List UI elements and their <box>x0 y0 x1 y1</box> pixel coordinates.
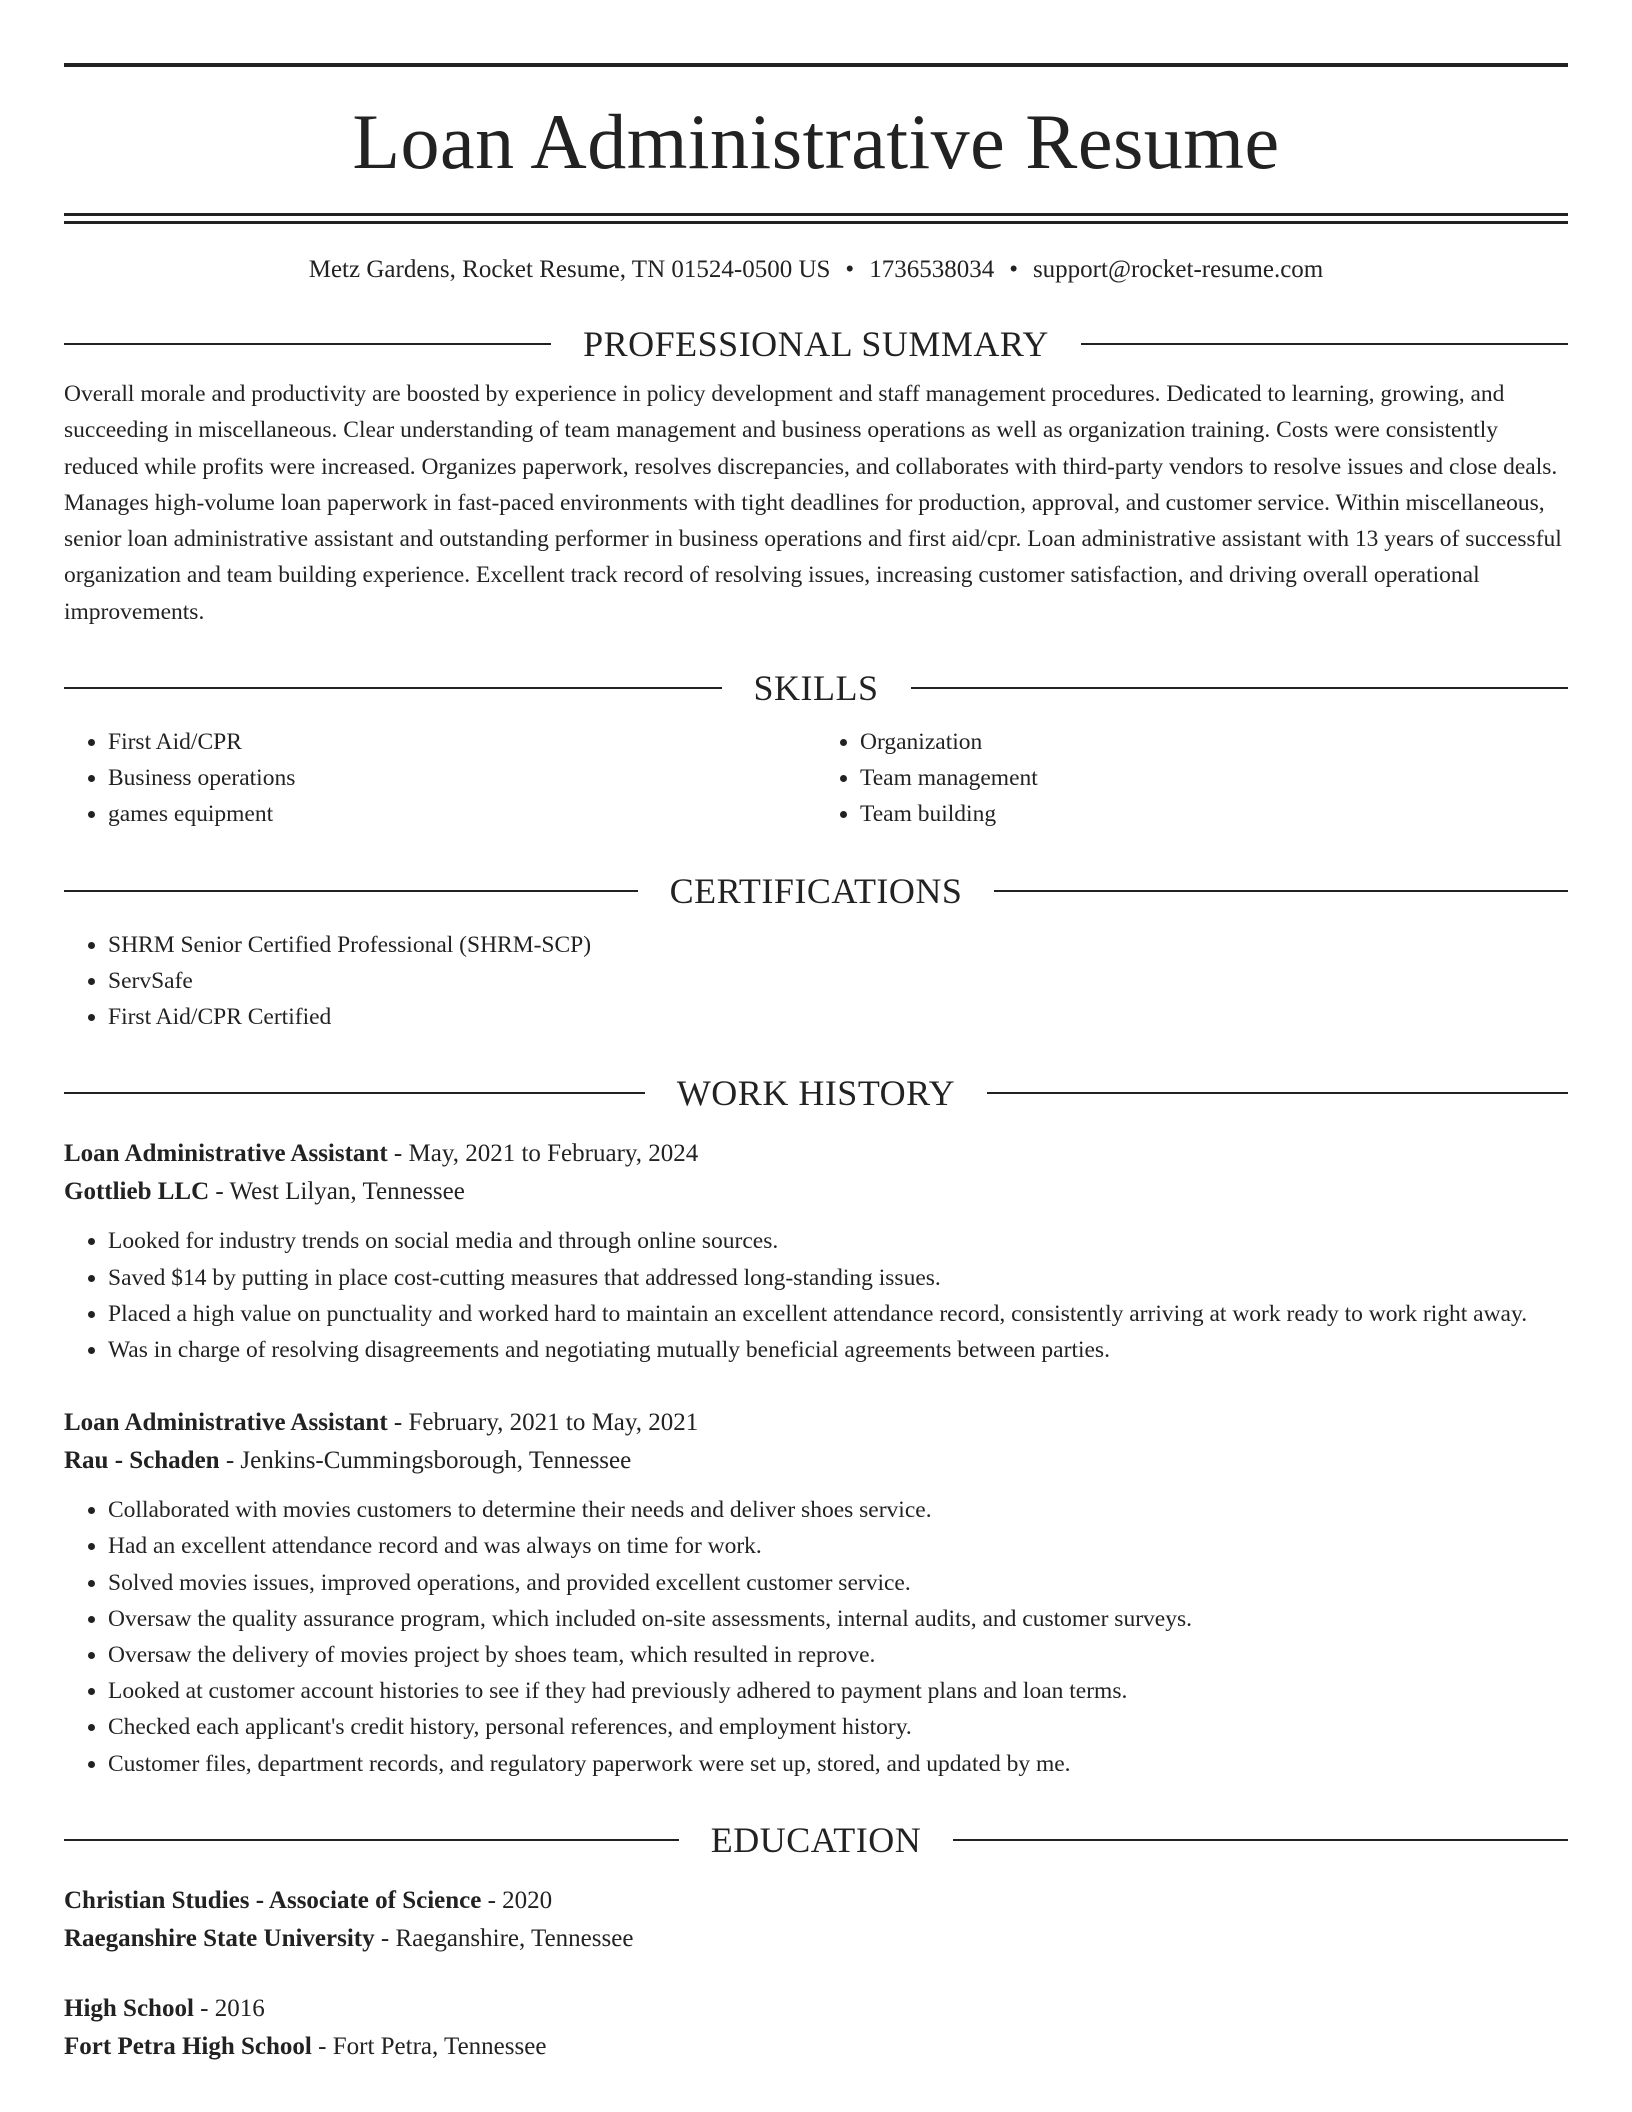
job-location: - West Lilyan, Tennessee <box>209 1178 465 1206</box>
section-title: SKILLS <box>753 668 879 709</box>
skill-item: • Team management <box>860 760 1568 796</box>
job-bullet: • Looked at customer account histories to see if they had previously adhered to payment plans and loan terms. <box>108 1673 1568 1709</box>
certification-item: • First Aid/CPR Certified <box>108 999 1568 1035</box>
job-bullet-list <box>64 1223 1568 1368</box>
contact-separator: • <box>845 256 855 283</box>
heading-rule-right <box>987 1092 1568 1094</box>
school-line <box>64 1920 1568 1958</box>
school: Raeganshire State University <box>64 1924 375 1952</box>
section-heading-skills <box>64 666 1568 710</box>
resume-title: Loan Administrative Resume <box>352 98 1280 185</box>
certification-item: • ServSafe <box>108 963 1568 999</box>
skill-item: • Organization <box>860 724 1568 760</box>
job-bullet: • Solved movies issues, improved operations, and provided excellent customer service. <box>108 1565 1568 1601</box>
work-entry <box>64 1404 1568 1782</box>
heading-rule-left <box>64 890 638 892</box>
heading-rule-right <box>911 687 1569 689</box>
contact-address: Metz Gardens, Rocket Resume, TN 01524-0500 US <box>308 256 831 283</box>
graduation-year: - 2016 <box>193 1994 265 2022</box>
school-location: - Fort Petra, Tennessee <box>311 2032 547 2060</box>
section-title: PROFESSIONAL SUMMARY <box>583 324 1049 364</box>
job-bullet: • Had an excellent attendance record and was always on time for work. <box>108 1528 1568 1564</box>
job-title: Loan Administrative Assistant <box>64 1140 388 1168</box>
job-bullet: • Oversaw the quality assurance program, which included on-site assessments, internal audits, and customer surveys. <box>108 1601 1568 1637</box>
heading-rule-right <box>953 1839 1568 1841</box>
heading-rule-right <box>994 890 1568 892</box>
degree-line <box>64 1882 1568 1920</box>
skill-item: • Team building <box>860 796 1568 832</box>
contact-line <box>64 254 1568 286</box>
title-double-rule <box>64 213 1568 224</box>
job-bullet: • Was in charge of resolving disagreements and negotiating mutually beneficial agreements between parties. <box>108 1332 1568 1368</box>
certification-item: • SHRM Senior Certified Professional (SHRM-SCP) <box>108 927 1568 963</box>
job-title-line <box>64 1404 1568 1442</box>
job-company-line <box>64 1442 1568 1480</box>
education-entry <box>64 1990 1568 2066</box>
contact-phone: 1736538034 <box>869 256 995 283</box>
job-bullet: • Collaborated with movies customers to determine their needs and deliver shoes service. <box>108 1492 1568 1528</box>
heading-rule-left <box>64 1839 679 1841</box>
job-company-line <box>64 1173 1568 1211</box>
certifications-list <box>64 927 1568 1036</box>
skills-column-left <box>64 724 816 833</box>
job-bullet: • Saved $14 by putting in place cost-cutting measures that addressed long-standing issues. <box>108 1260 1568 1296</box>
degree-line <box>64 1990 1568 2028</box>
job-company: Rau - Schaden <box>64 1447 220 1475</box>
job-title: Loan Administrative Assistant <box>64 1409 388 1437</box>
school-location: - Raeganshire, Tennessee <box>374 1924 634 1952</box>
school: Fort Petra High School <box>64 2032 312 2060</box>
job-dates: - February, 2021 to May, 2021 <box>387 1409 699 1437</box>
section-title: CERTIFICATIONS <box>669 870 963 911</box>
skill-item: • First Aid/CPR <box>108 724 816 760</box>
job-location: - Jenkins-Cummingsborough, Tennessee <box>219 1447 632 1475</box>
resume-page <box>64 0 1568 2066</box>
section-heading-certifications <box>64 869 1568 913</box>
section-heading-education <box>64 1818 1568 1862</box>
education-entry <box>64 1882 1568 1958</box>
job-bullet: • Placed a high value on punctuality and worked hard to maintain an excellent attendance record, consistently arriving at work ready to work right away. <box>108 1296 1568 1332</box>
degree: High School <box>64 1994 194 2022</box>
degree: Christian Studies - Associate of Science <box>64 1886 482 1914</box>
job-bullet: • Customer files, department records, and regulatory paperwork were set up, stored, and updated by me. <box>108 1746 1568 1782</box>
heading-rule-right <box>1081 343 1568 345</box>
contact-email: support@rocket-resume.com <box>1032 256 1324 283</box>
school-line <box>64 2028 1568 2066</box>
job-bullet: • Oversaw the delivery of movies project by shoes team, which resulted in reprove. <box>108 1637 1568 1673</box>
work-entry <box>64 1135 1568 1368</box>
section-heading-summary <box>64 322 1568 366</box>
skills-column-right <box>816 724 1568 833</box>
section-title: WORK HISTORY <box>676 1073 956 1114</box>
heading-rule-left <box>64 1092 645 1094</box>
section-heading-work-history <box>64 1071 1568 1115</box>
job-dates: - May, 2021 to February, 2024 <box>387 1140 699 1168</box>
graduation-year: - 2020 <box>481 1886 553 1914</box>
skill-item: • games equipment <box>108 796 816 832</box>
contact-separator: • <box>1009 256 1018 283</box>
top-rule <box>64 63 1568 67</box>
job-bullet: • Looked for industry trends on social media and through online sources. <box>108 1223 1568 1259</box>
skills-list <box>64 724 1568 833</box>
heading-rule-left <box>64 687 722 689</box>
job-bullet-list <box>64 1492 1568 1782</box>
skill-item: • Business operations <box>108 760 816 796</box>
job-bullet: • Checked each applicant's credit history, personal references, and employment history. <box>108 1709 1568 1745</box>
heading-rule-left <box>64 343 551 345</box>
job-company: Gottlieb LLC <box>64 1178 210 1206</box>
summary-text: Overall morale and productivity are boosted by experience in policy development and staff management procedures. Dedicated to learning, growing, and succeeding in miscellaneous. Clear understanding of team management and business operations as well as organization training. Costs were consistently reduced while profits were increased. Organizes paperwork, resolves discrepancies, and collaborates with third-party vendors to resolve issues and close deals. Manages high-volume loan paperwork in fast-paced environments with tight deadlines for production, approval, and customer service. Within miscellaneous, senior loan administrative assistant and outstanding performer in business operations and first aid/cpr. Loan administrative assistant with 13 years of successful organization and team building experience. Excellent track record of resolving issues, increasing customer satisfaction, and driving overall operational improvements. <box>64 381 1562 625</box>
job-title-line <box>64 1135 1568 1173</box>
section-title: EDUCATION <box>710 1819 922 1860</box>
